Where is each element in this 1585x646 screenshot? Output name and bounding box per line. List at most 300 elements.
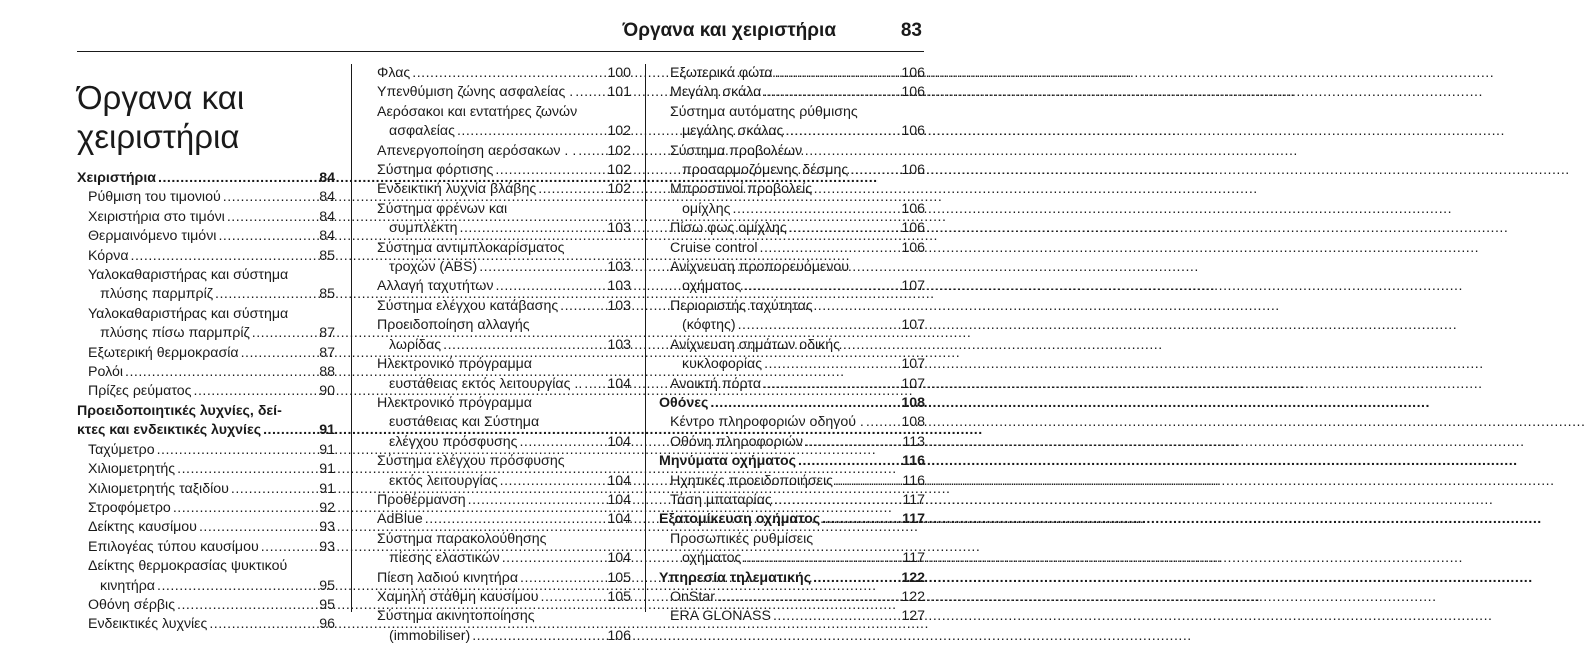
toc-page-number: 106 xyxy=(901,162,925,179)
toc-page-number: 85 xyxy=(319,247,335,264)
toc-entry-text: συμπλέκτη xyxy=(389,220,458,237)
toc-page-number: 106 xyxy=(901,220,925,237)
toc-entry-line xyxy=(377,258,631,277)
dot-leader xyxy=(538,180,605,199)
toc-entry-text: Πίεση λαδιού κινητήρα xyxy=(377,569,519,586)
toc-entry-text: Δείκτης θερμοκρασίας ψυκτικού xyxy=(88,558,288,575)
toc-entry[interactable] xyxy=(77,480,335,499)
dot-leader xyxy=(710,394,899,413)
toc-page-number: 103 xyxy=(607,259,631,276)
toc-entry-text: Μεγάλη σκάλα xyxy=(670,84,762,101)
toc-page-number: 106 xyxy=(901,84,925,101)
dot-leader xyxy=(822,510,900,529)
toc-entry[interactable] xyxy=(366,239,631,278)
toc-entry-text: Οθόνη σέρβις xyxy=(88,596,176,613)
toc-entry[interactable] xyxy=(77,518,335,537)
toc-page-number: 104 xyxy=(607,433,631,450)
toc-entry-text: Cruise control xyxy=(670,239,758,256)
toc-entry-line xyxy=(377,219,631,238)
toc-page-number: 105 xyxy=(607,569,631,586)
toc-entry-text: Δείκτης καυσίμου xyxy=(88,519,197,536)
toc-entry-text: Εξωτερικά φώτα xyxy=(670,65,773,81)
dot-leader xyxy=(733,200,900,219)
toc-entry[interactable] xyxy=(659,219,925,238)
dot-leader xyxy=(177,596,317,615)
dot-leader xyxy=(227,208,317,227)
toc-page-number: 92 xyxy=(319,499,335,516)
toc-entry-text: Σύστημα αυτόματης ρύθμισης xyxy=(670,103,858,120)
toc-entry-line xyxy=(88,324,335,343)
toc-entry[interactable] xyxy=(659,180,925,219)
toc-entry-text: λωρίδας xyxy=(389,336,442,353)
toc-page-number: 102 xyxy=(607,123,631,140)
toc-page-number: 84 xyxy=(319,170,335,186)
toc-entry-text: προσαρμοζόμενης δέσμης xyxy=(682,162,849,179)
toc-entry[interactable] xyxy=(659,103,925,142)
toc-page-number: 91 xyxy=(319,441,335,458)
dot-leader xyxy=(763,83,899,102)
toc-entry-text: Απενεργοποίηση αερόσακων . . xyxy=(377,142,577,159)
toc-entry[interactable] xyxy=(366,510,631,529)
toc-entry-text: Φλας xyxy=(377,65,411,81)
toc-page-number: 108 xyxy=(901,414,925,431)
toc-entry-line xyxy=(670,607,925,626)
toc-entry-text: Σύστημα φόρτισης xyxy=(377,162,494,179)
dot-leader xyxy=(495,277,605,296)
toc-entry[interactable] xyxy=(77,615,335,634)
toc-entry-line xyxy=(377,588,631,607)
toc-entry[interactable] xyxy=(366,200,631,239)
toc-page-number: 102 xyxy=(607,142,631,159)
dot-leader xyxy=(425,510,606,529)
toc-page-number: 106 xyxy=(901,65,925,81)
toc-entry[interactable] xyxy=(366,491,631,510)
toc-page-number: 103 xyxy=(607,220,631,237)
toc-page-number: 93 xyxy=(319,538,335,555)
toc-entry-text: Χειριστήρια xyxy=(77,170,157,186)
toc-entry-line xyxy=(377,297,631,316)
toc-entry[interactable] xyxy=(366,180,631,199)
toc-entry[interactable] xyxy=(659,530,925,569)
header-divider xyxy=(77,51,924,52)
toc-entry-line xyxy=(377,413,631,432)
toc-column-1 xyxy=(77,169,335,635)
dot-leader xyxy=(241,344,318,363)
dot-leader xyxy=(263,421,317,440)
toc-entry-line xyxy=(670,316,925,335)
toc-entry[interactable] xyxy=(77,596,335,615)
toc-page-number: 95 xyxy=(319,596,335,613)
toc-entry-line xyxy=(88,266,335,285)
toc-entry-text: Υαλοκαθαριστήρας και σύστημα xyxy=(88,305,289,322)
toc-page-number: 101 xyxy=(607,84,631,101)
toc-entry-text: (immobiliser) xyxy=(389,627,471,644)
toc-entry-text: ομίχλης xyxy=(682,200,731,217)
toc-entry-text: Εξωτερική θερμοκρασία xyxy=(88,344,239,361)
toc-entry-text: Σύστημα ελέγχου κατάβασης xyxy=(377,297,559,314)
toc-entry[interactable] xyxy=(77,266,335,305)
toc-entry-line xyxy=(659,510,925,529)
toc-entry[interactable] xyxy=(659,607,925,626)
toc-entry[interactable] xyxy=(659,336,925,375)
toc-section-entry[interactable] xyxy=(659,569,925,588)
dot-leader xyxy=(773,607,899,626)
chapter-title-line-1: Όργανα και xyxy=(77,79,245,117)
toc-entry[interactable] xyxy=(366,530,631,569)
toc-page-number: 116 xyxy=(902,472,925,489)
toc-entry-line xyxy=(377,180,631,199)
toc-entry-line xyxy=(670,142,925,161)
dot-leader xyxy=(774,491,901,510)
toc-entry-text: Πίσω φως ομίχλης xyxy=(670,220,787,237)
dot-leader xyxy=(223,188,317,207)
toc-column-3 xyxy=(659,64,925,627)
toc-entry-text: Σύστημα ελέγχου πρόσφυσης xyxy=(377,453,565,470)
toc-entry[interactable] xyxy=(366,569,631,588)
toc-entry-line xyxy=(670,336,925,355)
toc-entry[interactable] xyxy=(659,588,925,607)
toc-entry-text: εκτός λειτουργίας xyxy=(389,472,498,489)
toc-section-entry[interactable] xyxy=(77,402,335,441)
toc-column-2 xyxy=(366,64,631,646)
dot-leader xyxy=(157,577,317,596)
dot-leader xyxy=(218,227,317,246)
toc-entry[interactable] xyxy=(659,64,925,83)
toc-entry-text: μεγάλης σκάλας xyxy=(682,123,784,140)
toc-entry-line xyxy=(377,569,631,588)
dot-leader xyxy=(785,122,899,141)
toc-entry-line xyxy=(659,452,925,471)
dot-leader xyxy=(789,219,900,238)
toc-page-number: 84 xyxy=(319,208,335,225)
toc-entry-line xyxy=(88,305,335,324)
toc-entry-text: Σύστημα προβολέων xyxy=(670,142,803,159)
toc-entry-text: Αερόσακοι και εντατήρες ζωνών xyxy=(377,103,578,120)
dot-leader xyxy=(866,413,899,432)
toc-entry-line xyxy=(88,247,335,266)
toc-entry-text: AdBlue xyxy=(377,511,423,528)
dot-leader xyxy=(575,83,605,102)
dot-leader xyxy=(743,277,899,296)
toc-entry[interactable] xyxy=(366,394,631,452)
toc-page-number: 127 xyxy=(901,608,925,625)
dot-leader xyxy=(460,219,606,238)
toc-page-number: 87 xyxy=(319,325,335,342)
toc-entry-line xyxy=(659,394,925,413)
toc-entry[interactable] xyxy=(366,277,631,296)
dot-leader xyxy=(835,472,900,491)
dot-leader xyxy=(412,64,605,83)
toc-entry[interactable] xyxy=(77,441,335,460)
toc-entry-text: Ενδεικτικές λυχνίες xyxy=(88,616,208,633)
toc-entry[interactable] xyxy=(659,83,925,102)
toc-entry-line xyxy=(670,413,925,432)
toc-entry-line xyxy=(377,83,631,102)
dot-leader xyxy=(560,297,605,316)
toc-entry-text: Χαμηλή στάθμη καυσίμου xyxy=(377,588,539,605)
toc-entry-line xyxy=(77,169,335,188)
toc-entry-text: Μπροστινοί προβολείς xyxy=(670,181,813,198)
toc-entry-line xyxy=(670,258,925,277)
toc-entry-text: ευστάθειας εκτός λειτουργίας .. xyxy=(389,375,583,392)
toc-page-number: 117 xyxy=(902,491,925,508)
toc-page-number: 91 xyxy=(319,422,335,439)
toc-entry[interactable] xyxy=(659,433,925,452)
toc-entry-line xyxy=(377,200,631,219)
dot-leader xyxy=(209,615,317,634)
toc-entry[interactable] xyxy=(366,103,631,142)
toc-entry[interactable] xyxy=(77,208,335,227)
toc-entry-line xyxy=(377,316,631,335)
toc-entry-line xyxy=(377,375,631,394)
toc-entry-line xyxy=(670,588,925,607)
toc-entry-line xyxy=(670,530,925,549)
toc-entry[interactable] xyxy=(366,297,631,316)
toc-entry-text: τροχών (ABS) xyxy=(389,259,478,276)
toc-entry-text: Προειδοποίηση αλλαγής xyxy=(377,317,530,334)
toc-entry-text: Ενδεικτική λυχνία βλάβης xyxy=(377,181,537,198)
toc-entry-line xyxy=(670,200,925,219)
toc-entry-line xyxy=(88,188,335,207)
toc-entry[interactable] xyxy=(659,413,925,432)
toc-entry[interactable] xyxy=(366,83,631,102)
toc-entry-text: Σύστημα παρακολούθησης xyxy=(377,530,547,547)
toc-entry-line xyxy=(377,627,631,646)
toc-entry-line xyxy=(670,375,925,394)
toc-entry-text: (κόφτης) xyxy=(682,317,736,334)
toc-entry-text: Πρίζες ρεύματος xyxy=(88,383,192,400)
toc-entry[interactable] xyxy=(659,491,925,510)
toc-entry[interactable] xyxy=(77,382,335,401)
toc-page-number: 107 xyxy=(901,375,925,392)
toc-entry-line xyxy=(670,549,925,568)
toc-entry[interactable] xyxy=(659,472,925,491)
toc-entry-text: ασφαλείας xyxy=(389,123,455,140)
toc-entry-text: πλύσης παρμπρίζ xyxy=(100,286,214,303)
toc-entry-text: Χιλιομετρητής ταξιδίου xyxy=(88,480,229,497)
toc-page-number: 84 xyxy=(319,228,335,245)
toc-page-number: 104 xyxy=(607,550,631,567)
toc-entry[interactable] xyxy=(659,239,925,258)
toc-entry-line xyxy=(377,433,631,452)
toc-entry-text: Ανίχνευση σημάτων οδικής xyxy=(670,336,840,353)
toc-entry[interactable] xyxy=(77,188,335,207)
toc-entry[interactable] xyxy=(366,355,631,394)
toc-entry-line xyxy=(377,549,631,568)
toc-entry-text: Προσωπικές ρυθμίσεις xyxy=(670,530,814,547)
toc-entry-text: Ρύθμιση του τιμονιού xyxy=(88,189,221,206)
toc-entry-line xyxy=(88,382,335,401)
toc-entry-text: Προθέρμανση xyxy=(377,491,466,508)
toc-entry-text: Ρολόι xyxy=(88,364,124,381)
toc-entry-line xyxy=(377,103,631,122)
toc-entry-line xyxy=(377,355,631,374)
chapter-title xyxy=(77,78,337,156)
toc-entry[interactable] xyxy=(77,344,335,363)
toc-entry[interactable] xyxy=(77,227,335,246)
dot-leader xyxy=(717,588,899,607)
toc-entry-line xyxy=(377,277,631,296)
toc-page-number: 93 xyxy=(319,519,335,536)
toc-entry-line xyxy=(670,219,925,238)
dot-leader xyxy=(457,122,605,141)
dot-leader xyxy=(495,161,605,180)
toc-page-number: 117 xyxy=(902,511,925,528)
toc-entry[interactable] xyxy=(366,64,631,83)
toc-entry-text: Υπενθύμιση ζώνης ασφαλείας . xyxy=(377,84,574,101)
toc-entry[interactable] xyxy=(659,375,925,394)
toc-entry-text: Ταχύμετρο xyxy=(88,441,155,458)
toc-page-number: 108 xyxy=(901,394,925,411)
toc-entry[interactable] xyxy=(659,258,925,297)
toc-entry-text: Σύστημα αντιμπλοκαρίσματος xyxy=(377,239,565,256)
toc-entry-line xyxy=(88,538,335,557)
toc-entry-line xyxy=(377,491,631,510)
dot-leader xyxy=(177,460,317,479)
toc-entry-line xyxy=(377,452,631,471)
toc-page-number: 104 xyxy=(607,511,631,528)
chapter-title-line-2: χειριστήρια xyxy=(77,118,240,156)
toc-entry-line xyxy=(670,433,925,452)
toc-entry-line xyxy=(88,596,335,615)
toc-entry-line xyxy=(670,180,925,199)
toc-entry-text: Κόρνα xyxy=(88,247,129,264)
toc-entry[interactable] xyxy=(366,588,631,607)
dot-leader xyxy=(194,382,318,401)
toc-entry[interactable] xyxy=(659,297,925,336)
dot-leader xyxy=(231,480,317,499)
toc-entry-line xyxy=(88,480,335,499)
toc-page-number: 84 xyxy=(319,189,335,206)
dot-leader xyxy=(157,441,318,460)
toc-entry-text: ERA GLONASS xyxy=(670,608,771,625)
toc-entry[interactable] xyxy=(366,316,631,355)
toc-entry-text: Ανίχνευση προπορευόμενου xyxy=(670,259,849,276)
toc-entry-line xyxy=(88,441,335,460)
dot-leader xyxy=(798,452,900,471)
toc-page-number: 116 xyxy=(902,453,925,470)
toc-entry-line xyxy=(670,103,925,122)
toc-entry-text: Επιλογέας τύπου καυσίμου xyxy=(88,538,259,555)
toc-page-number: 87 xyxy=(319,344,335,361)
toc-page-number: 117 xyxy=(902,550,925,567)
toc-entry[interactable] xyxy=(77,460,335,479)
toc-page-number: 96 xyxy=(319,616,335,633)
dot-leader xyxy=(813,569,899,588)
toc-entry-line xyxy=(670,277,925,296)
toc-entry-line xyxy=(88,285,335,304)
toc-entry[interactable] xyxy=(366,452,631,491)
toc-entry[interactable] xyxy=(77,363,335,382)
toc-entry-line xyxy=(670,472,925,491)
dot-leader xyxy=(261,538,317,557)
dot-leader xyxy=(215,285,317,304)
running-header-title: Όργανα και χειριστήρια xyxy=(622,20,836,41)
toc-entry-line xyxy=(88,518,335,537)
toc-entry[interactable] xyxy=(77,305,335,344)
toc-entry-text: Στροφόμετρο xyxy=(88,499,171,516)
toc-page-number: 95 xyxy=(319,577,335,594)
dot-leader xyxy=(850,161,899,180)
toc-entry-text: Σύστημα ακινητοποίησης xyxy=(377,608,535,625)
dot-leader xyxy=(760,239,900,258)
toc-entry-text: Ηλεκτρονικό πρόγραμμα xyxy=(377,394,532,411)
toc-entry[interactable] xyxy=(366,607,631,646)
toc-entry-line xyxy=(670,297,925,316)
toc-entry-line xyxy=(377,472,631,491)
toc-section-entry[interactable] xyxy=(77,169,335,188)
toc-entry[interactable] xyxy=(366,142,631,161)
toc-entry[interactable] xyxy=(659,142,925,181)
toc-entry-text: Χιλιομετρητής xyxy=(88,461,176,478)
toc-entry-text: Προειδοποιητικές λυχνίες, δεί- xyxy=(77,402,282,419)
toc-entry-line xyxy=(88,615,335,634)
toc-entry[interactable] xyxy=(77,499,335,518)
toc-entry-text: πίεσης ελαστικών xyxy=(389,550,500,567)
toc-entry-line xyxy=(670,64,925,83)
dot-leader xyxy=(472,627,605,646)
toc-entry-line xyxy=(377,239,631,258)
toc-entry-line xyxy=(377,161,631,180)
toc-section-entry[interactable] xyxy=(659,510,925,529)
toc-entry-line xyxy=(377,607,631,626)
dot-leader xyxy=(805,433,900,452)
toc-entry-text: Μηνύματα οχήματος xyxy=(659,453,797,470)
toc-entry-text: κυκλοφορίας xyxy=(682,356,763,373)
toc-entry-line xyxy=(670,122,925,141)
toc-page-number: 103 xyxy=(607,278,631,295)
dot-leader xyxy=(738,316,900,335)
toc-page-number: 107 xyxy=(901,317,925,334)
toc-entry-text: Οθόνες xyxy=(659,394,709,411)
toc-entry[interactable] xyxy=(366,161,631,180)
toc-entry-line xyxy=(377,530,631,549)
toc-entry-text: Ανοικτή πόρτα xyxy=(670,375,762,392)
toc-entry-text: Κέντρο πληροφοριών οδηγού . xyxy=(670,414,864,431)
toc-entry-text: Τάση μπαταρίας xyxy=(670,491,772,508)
dot-leader xyxy=(584,375,605,394)
toc-entry-line xyxy=(670,83,925,102)
toc-page-number: 105 xyxy=(607,588,631,605)
dot-leader xyxy=(775,64,900,83)
dot-leader xyxy=(443,336,605,355)
dot-leader xyxy=(502,549,606,568)
toc-page-number: 106 xyxy=(901,123,925,140)
toc-page-number: 104 xyxy=(607,375,631,392)
toc-page-number: 104 xyxy=(607,491,631,508)
toc-page-number: 113 xyxy=(902,433,925,450)
dot-leader xyxy=(479,258,605,277)
toc-entry-line xyxy=(88,363,335,382)
toc-page-number: 122 xyxy=(901,569,925,586)
toc-section-entry[interactable] xyxy=(659,394,925,413)
toc-entry-line xyxy=(377,122,631,141)
toc-page-number: 106 xyxy=(607,627,631,644)
toc-entry-line xyxy=(88,227,335,246)
toc-entry[interactable] xyxy=(77,557,335,596)
toc-entry[interactable] xyxy=(77,538,335,557)
toc-entry-text: Οθόνη πληροφοριών xyxy=(670,433,803,450)
toc-entry-line xyxy=(377,510,631,529)
toc-entry-line xyxy=(88,577,335,596)
toc-entry-text: Χειριστήρια στο τιμόνι xyxy=(88,208,225,225)
dot-leader xyxy=(541,588,606,607)
toc-entry-line xyxy=(670,491,925,510)
toc-page-number: 100 xyxy=(607,65,631,81)
toc-section-entry[interactable] xyxy=(659,452,925,471)
toc-page-number: 107 xyxy=(901,278,925,295)
toc-entry[interactable] xyxy=(77,247,335,266)
